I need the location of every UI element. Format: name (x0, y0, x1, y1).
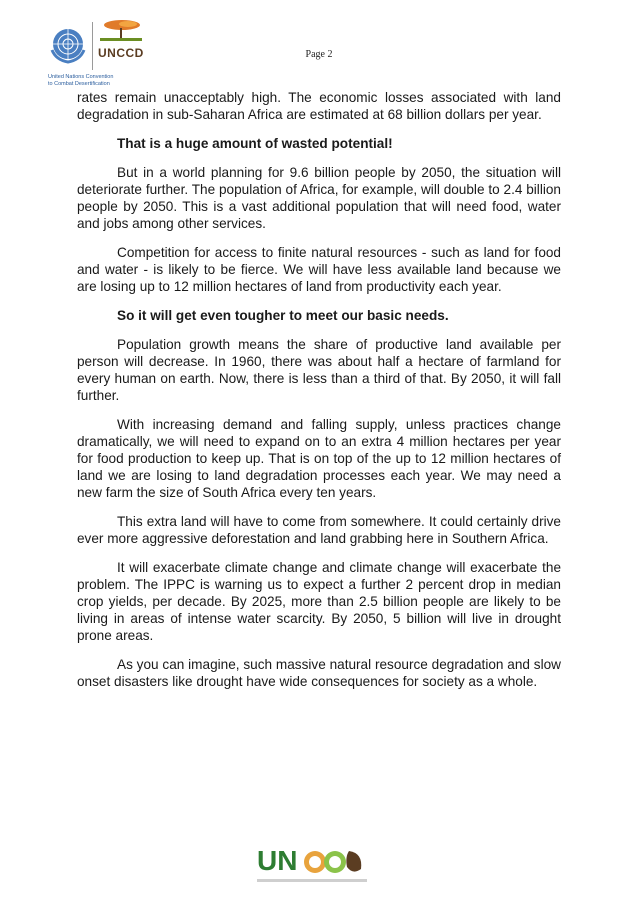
un-caption-line-2: to Combat Desertification (48, 80, 110, 87)
document-body (77, 89, 561, 702)
un-caption (48, 74, 113, 87)
paragraph: But in a world planning for 9.6 billion people by 2050, the situation will deteriorate further. The population of Africa, for example, will double to 2.4 billion people by 2050. This is a vast additional population that will need food, water and jobs among other services. (77, 165, 561, 231)
paragraph: This extra land will have to come from somewhere. It could certainly drive ever more aggressive deforestation and land grabbing here in Southern Africa. (77, 514, 561, 546)
page-number: Page 2 (305, 49, 333, 60)
bold-statement: So it will get even tougher to meet our basic needs. (117, 308, 449, 323)
un-caption-line-1: United Nations Convention (48, 74, 114, 80)
footer-caption-strip (257, 879, 367, 882)
unccd-wordmark: UNCCD (98, 46, 144, 60)
paragraph: rates remain unacceptably high. The economic losses associated with land degradation in sub-Saharan Africa are estimated at 68 billion dollars per year. (77, 90, 561, 122)
footer-logo-text: UN (257, 845, 298, 876)
decade-leaf-icon (303, 847, 367, 877)
paragraph: As you can imagine, such massive natural resource degradation and slow onset disasters like drought have wide consequences for society as a whole. (77, 657, 561, 689)
undd-footer-logo (257, 845, 369, 887)
acacia-tree-icon (98, 18, 144, 44)
paragraph: With increasing demand and falling supply, unless practices change dramatically, we will need to expand on to an extra 4 million hectares per year for food production to keep up. That is on top of the up to 12 million hectares of land we are losing to land degradation processes each year. We may need a new farm the size of South Africa every ten years. (77, 417, 561, 500)
paragraph: Population growth means the share of productive land available per person will decrease. In 1960, there was about half a hectare of farmland for every human on earth. Now, there is less than a third of that. By 2050, it will fall further. (77, 337, 561, 403)
logo-divider (92, 22, 93, 70)
paragraph: Competition for access to finite natural resources - such as land for food and water - is likely to be fierce. We will have less available land because we are losing up to 12 million hectares of land from productivity each year. (77, 245, 561, 294)
paragraph: It will exacerbate climate change and climate change will exacerbate the problem. The IPPC is warning us to expect a further 2 percent drop in median crop yields, per decade. By 2025, more than 2.5 billion people are likely to be living in areas of intense water scarcity. By 2050, 5 billion will live in drought prone areas. (77, 560, 561, 643)
bold-statement: That is a huge amount of wasted potential! (117, 136, 393, 151)
unccd-header-logo (48, 18, 148, 87)
